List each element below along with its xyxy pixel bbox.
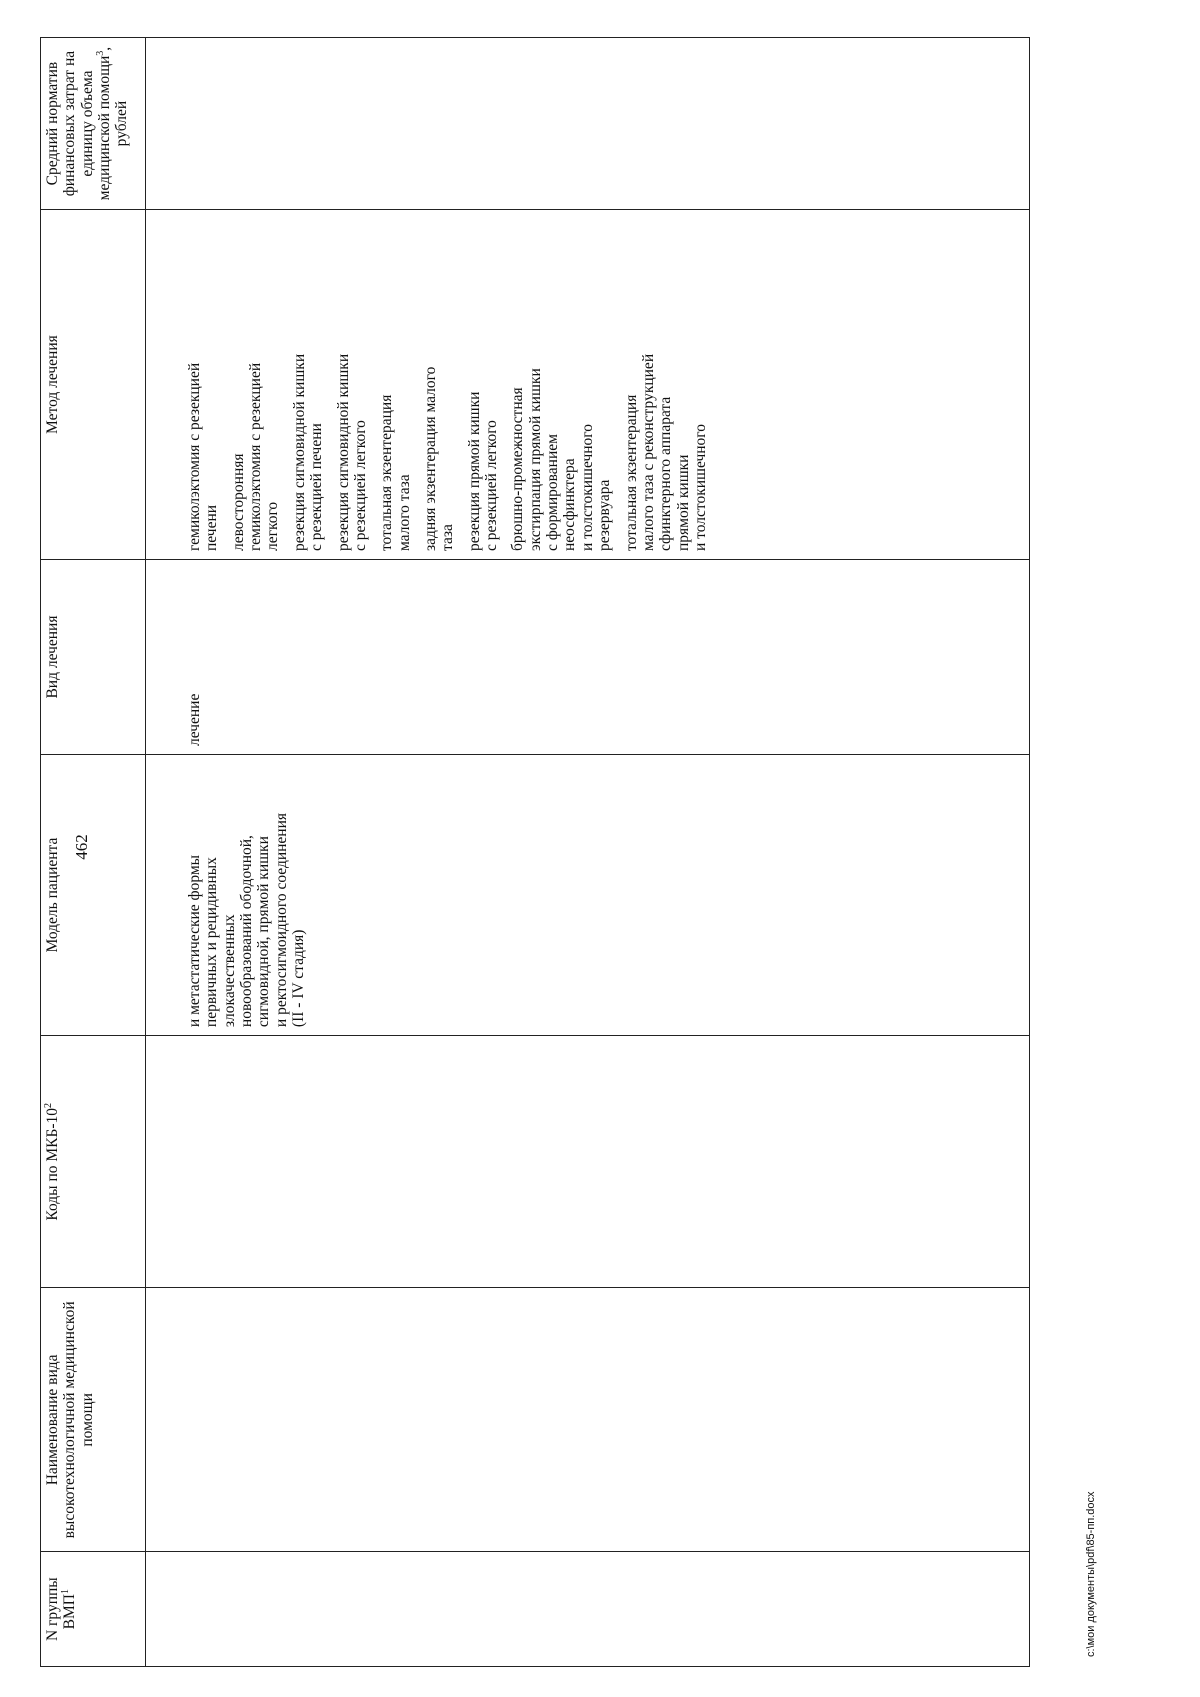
cell-cost <box>146 38 1030 210</box>
footnote-marker: 1 <box>60 1588 72 1594</box>
header-type: Вид лечения <box>41 560 146 755</box>
cell-method <box>146 210 1030 560</box>
header-model: Модель пациента <box>41 755 146 1036</box>
header-method: Метод лечения <box>41 210 146 560</box>
method-item: тотальная экзентерация малого таза <box>378 394 413 552</box>
header-name: Наименование вида высокотехнологичной медицинской помощи <box>41 1288 146 1552</box>
method-item: тотальная экзентерация малого таза с реконструкцией сфинктерного аппарата прямой кишки и толстокишечного <box>622 353 709 552</box>
method-item: брюшно-промежностная экстирпация прямой кишки с формированием неосфинктера и толстокишечного резервуара <box>509 368 614 552</box>
cell-type: лечение <box>146 560 1030 755</box>
cell-name <box>146 1288 1030 1552</box>
method-list <box>186 218 709 551</box>
file-path-footer: c:\мои документы\pdf\85-пп.docx <box>1085 1491 1097 1657</box>
cell-codes <box>146 1036 1030 1288</box>
medical-care-table <box>40 37 1030 1667</box>
method-item: резекция сигмовидной кишки с резекцией легкого <box>334 353 369 552</box>
header-codes: Коды по МКБ-$10^2$ <box>41 1036 146 1288</box>
cell-n-group <box>146 1552 1030 1667</box>
header-n-group: N группы ВМП$^1$ <box>41 1552 146 1667</box>
header-cost: Средний норматив финансовых затрат на единицу объема медицинской помощи$^3$, рублей <box>41 38 146 210</box>
method-item: резекция сигмовидной кишки с резекцией печени <box>290 353 326 552</box>
page-number: 462 <box>72 834 91 860</box>
method-item: задняя экзентерация малого таза <box>421 366 457 552</box>
method-item: гемиколэктомия с резекцией печени <box>186 362 221 552</box>
cell-model: и метастатические формы первичных и рецидивных злокачественных новообразований ободочной, сигмовидной, прямой кишки и ректосигмоидного соединения (II - IV стадия) <box>146 755 1030 1036</box>
table-header-row <box>41 38 146 1667</box>
footnote-marker: 3 <box>94 50 106 56</box>
method-item: левосторонняя гемиколэктомия с резекцией легкого <box>229 362 282 552</box>
table-row <box>146 38 1030 1667</box>
footnote-marker: 2 <box>42 1102 54 1108</box>
method-item: резекция прямой кишки с резекцией легкого <box>465 391 501 552</box>
